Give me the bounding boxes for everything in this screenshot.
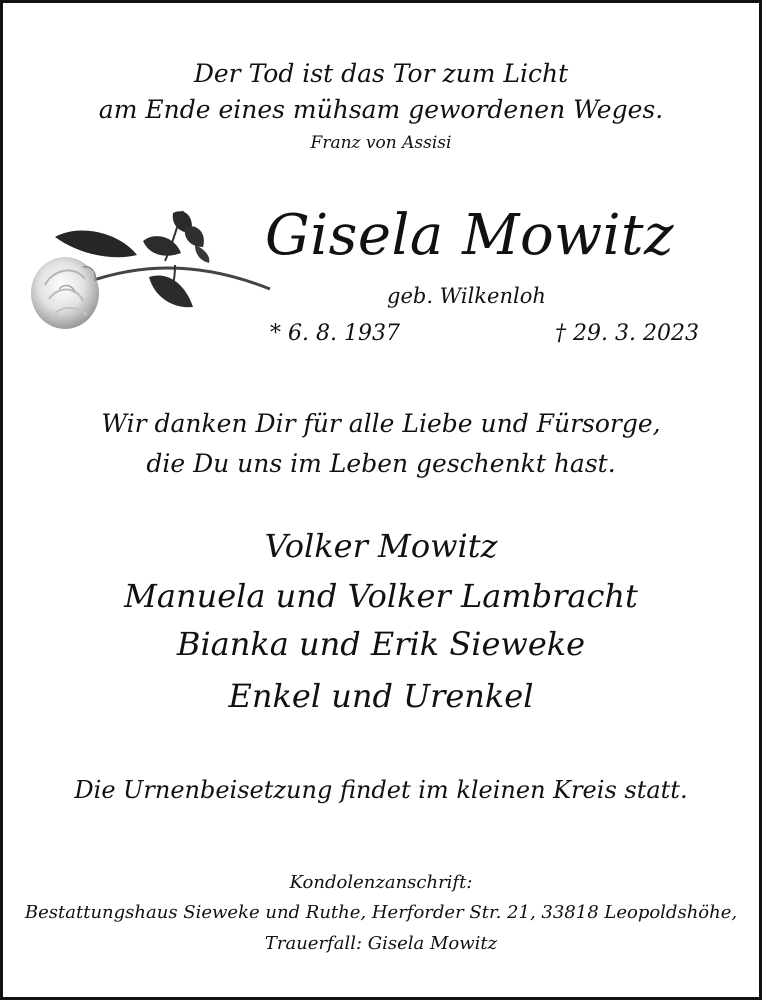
condolence-label: Kondolenzanschrift: xyxy=(289,872,473,893)
rose-icon xyxy=(25,203,275,338)
burial-note: Die Urnenbeisetzung findet im kleinen Kreis statt. xyxy=(74,776,688,804)
family-member: Bianka und Erik Sieweke xyxy=(176,625,586,663)
quote-author: Franz von Assisi xyxy=(310,133,452,153)
quote-line-1: Der Tod ist das Tor zum Licht xyxy=(193,59,569,88)
family-member: Volker Mowitz xyxy=(264,527,498,565)
quote-line-2: am Ende eines mühsam gewordenen Weges. xyxy=(98,95,664,124)
deceased-name: Gisela Mowitz xyxy=(265,203,675,268)
family-member: Manuela und Volker Lambracht xyxy=(124,577,638,615)
condolence-reference: Trauerfall: Gisela Mowitz xyxy=(264,933,498,954)
maiden-name: geb. Wilkenloh xyxy=(387,284,546,308)
family-member: Enkel und Urenkel xyxy=(228,677,534,715)
thanks-line-2: die Du uns im Leben geschenkt hast. xyxy=(146,449,616,478)
thanks-line-1: Wir danken Dir für alle Liebe und Fürsorge, xyxy=(101,409,661,438)
condolence-address: Bestattungshaus Sieweke und Ruthe, Herforder Str. 21, 33818 Leopoldshöhe, xyxy=(24,902,738,923)
birth-date: * 6. 8. 1937 xyxy=(270,321,400,346)
death-date: † 29. 3. 2023 xyxy=(555,321,699,346)
